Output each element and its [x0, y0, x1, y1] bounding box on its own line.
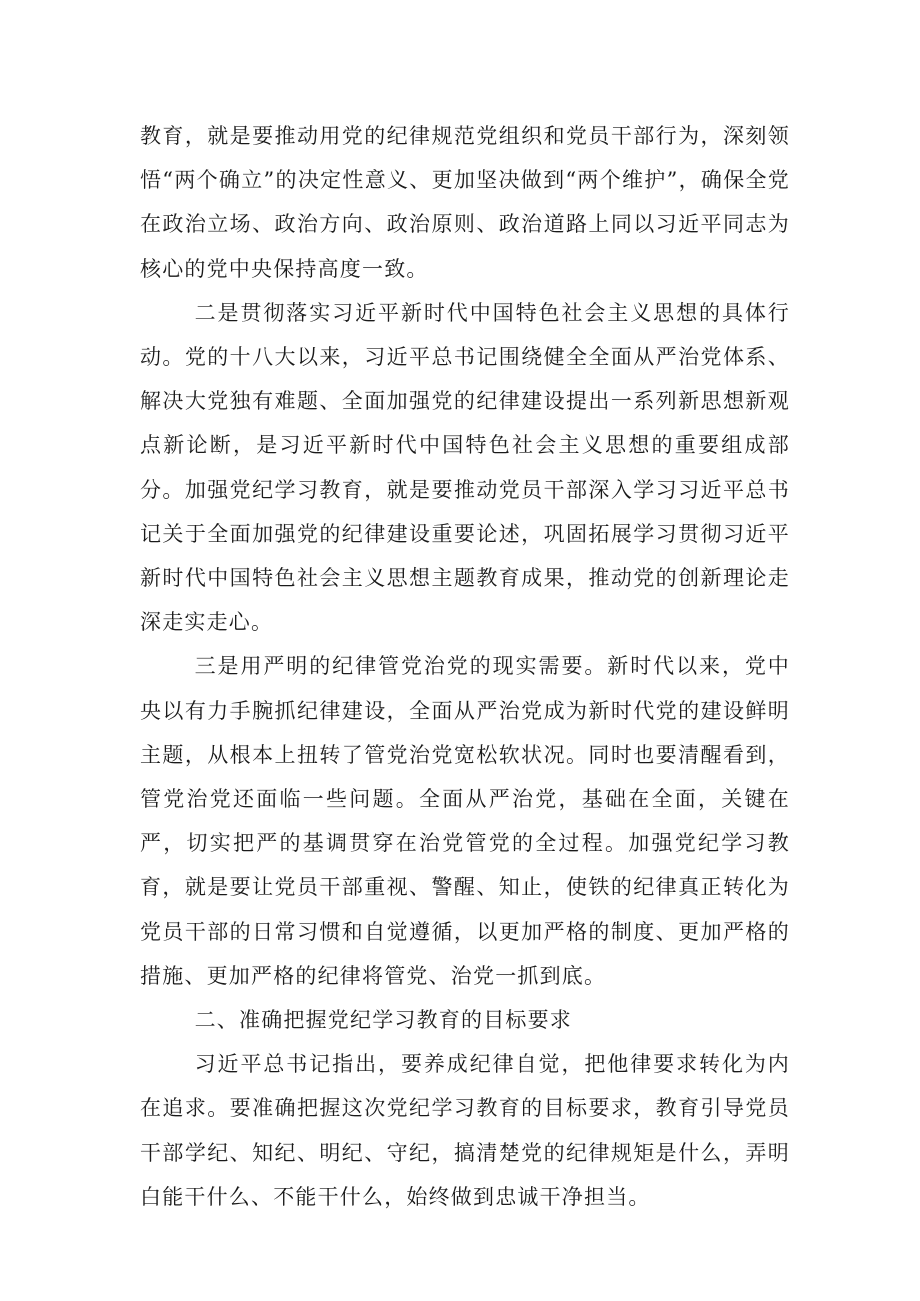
document-body [140, 114, 790, 1219]
paragraph-objectives: 习近平总书记指出，要养成纪律自觉，把他律要求转化为内在追求。要准确把握这次党纪学习教育的目标要求，教育引导党员干部学纪、知纪、明纪、守纪，搞清楚党的纪律规矩是什么，弄明白能干什么、不能干什么，始终做到忠诚干净担当。 [140, 1052, 790, 1209]
paragraph-point-two: 二是贯彻落实习近平新时代中国特色社会主义思想的具体行动。党的十八大以来，习近平总书记围绕健全全面从严治党体系、解决大党独有难题、全面加强党的纪律建设提出一系列新思想新观点新论断，是习近平新时代中国特色社会主义思想的重要组成部分。加强党纪学习教育，就是要推动党员干部深入学习习近平总书记关于全面加强党的纪律建设重要论述，巩固拓展学习贯彻习近平新时代中国特色社会主义思想主题教育成果，推动党的创新理论走深走实走心。 [140, 300, 790, 635]
paragraph-point-three: 三是用严明的纪律管党治党的现实需要。新时代以来，党中央以有力手腕抓纪律建设，全面从严治党成为新时代党的建设鲜明主题，从根本上扭转了管党治党宽松软状况。同时也要清醒看到，管党治党还面临一些问题。全面从严治党，基础在全面，关键在严，切实把严的基调贯穿在治党管党的全过程。加强党纪学习教育，就是要让党员干部重视、警醒、知止，使铁的纪律真正转化为党员干部的日常习惯和自觉遵循，以更加严格的制度、更加严格的措施、更加严格的纪律将管党、治党一抓到底。 [140, 654, 790, 988]
section-heading: 二、准确把握党纪学习教育的目标要求 [194, 1008, 572, 1033]
paragraph-continuation: 教育，就是要推动用党的纪律规范党组织和党员干部行为，深刻领悟“两个确立”的决定性意义、更加坚决做到“两个维护”，确保全党在政治立场、政治方向、政治原则、政治道路上同以习近平同志为核心的党中央保持高度一致。 [140, 124, 790, 281]
